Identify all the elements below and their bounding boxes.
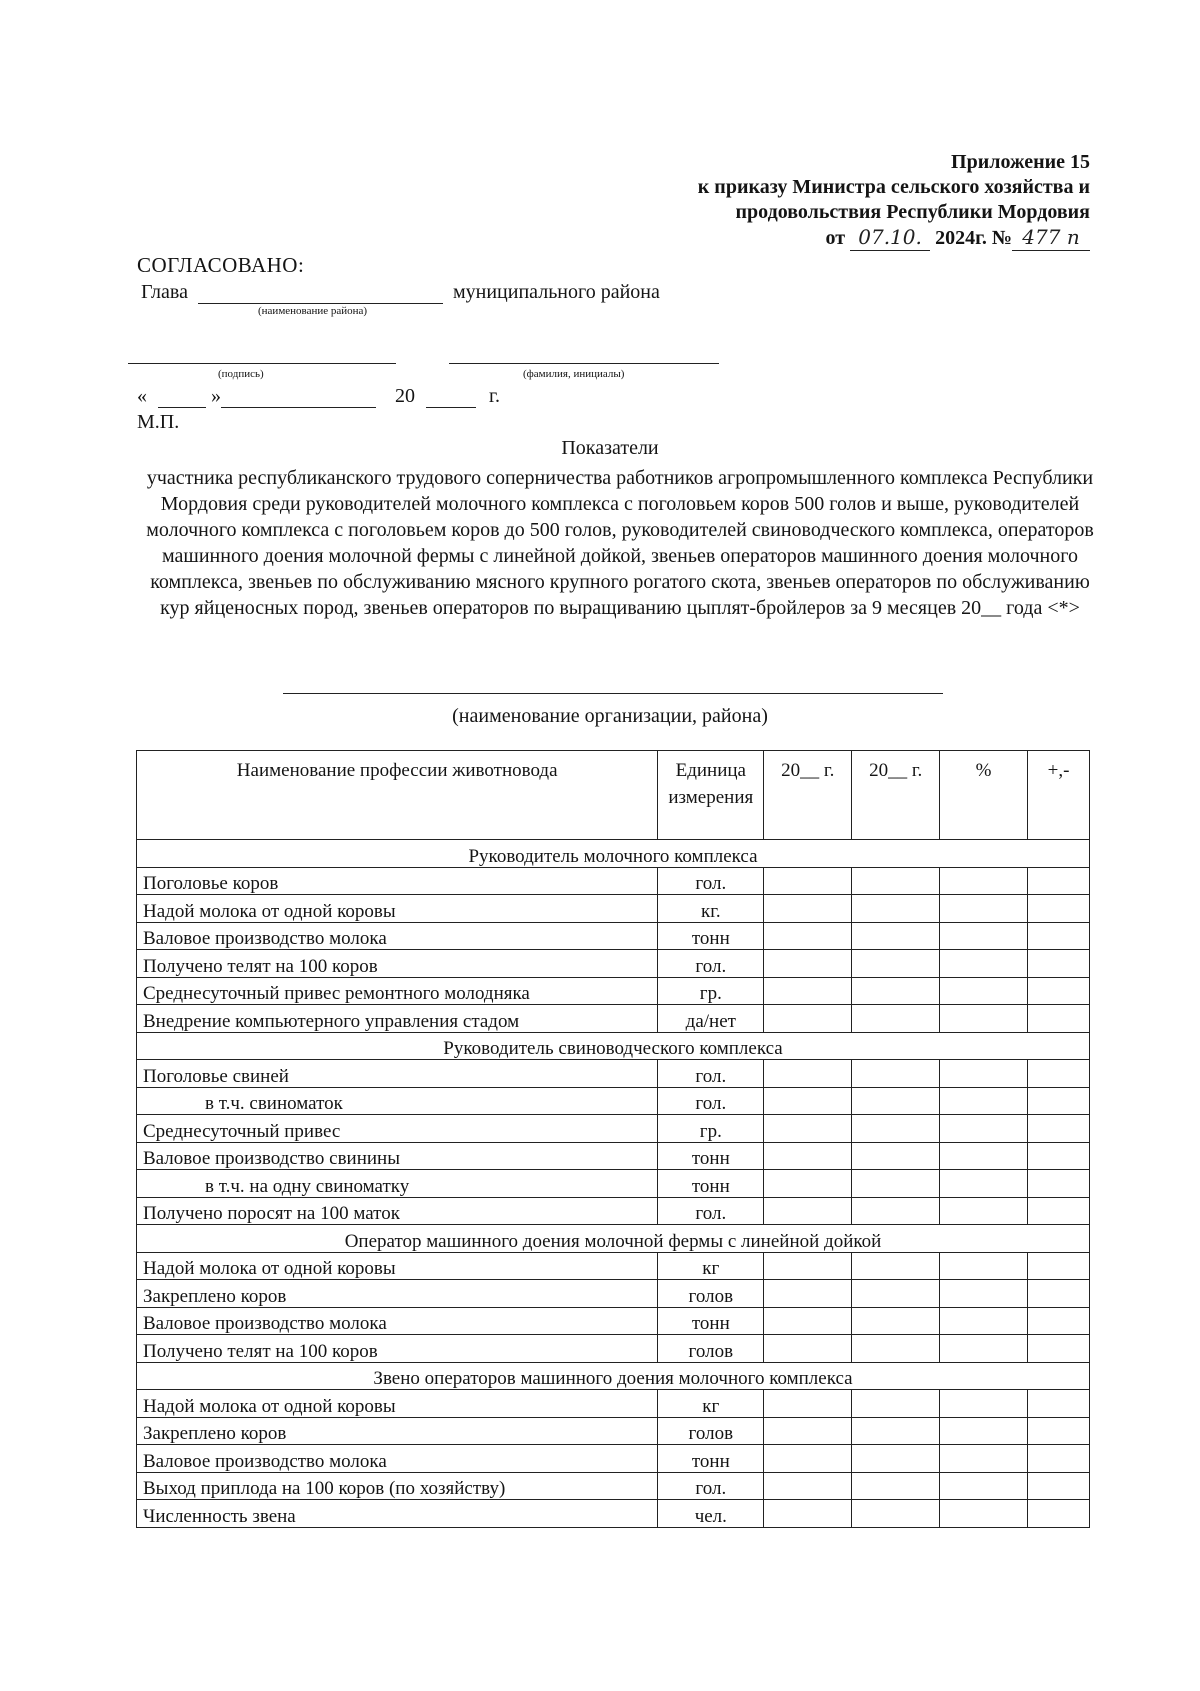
- value-percent-cell[interactable]: [940, 1390, 1028, 1418]
- date-prefix: от: [825, 227, 846, 249]
- quote-close: »: [211, 385, 221, 407]
- indicator-unit: голов: [658, 1335, 764, 1363]
- value-difference-cell[interactable]: [1028, 1197, 1090, 1225]
- value-difference-cell[interactable]: [1028, 1335, 1090, 1363]
- value-difference-cell[interactable]: [1028, 867, 1090, 895]
- signature-line: [128, 363, 396, 364]
- value-percent-cell[interactable]: [940, 950, 1028, 978]
- indicator-unit: гр.: [658, 977, 764, 1005]
- head-label: Глава: [141, 281, 188, 303]
- value-percent-cell[interactable]: [940, 1060, 1028, 1088]
- appendix-title: Приложение 15: [951, 151, 1090, 173]
- indicator-name: Численность звена: [137, 1500, 658, 1528]
- table-row: [137, 1060, 1090, 1088]
- appendix-date-line: [698, 225, 1090, 251]
- section-row: [137, 1032, 1090, 1060]
- value-year-1-cell[interactable]: [764, 1087, 852, 1115]
- value-difference-cell[interactable]: [1028, 1307, 1090, 1335]
- section-title: Руководитель молочного комплекса: [137, 840, 1090, 868]
- table-header-row: [137, 751, 1090, 840]
- table-row: [137, 1445, 1090, 1473]
- indicator-name: Надой молока от одной коровы: [137, 895, 658, 923]
- value-year-2-cell[interactable]: [852, 1197, 940, 1225]
- indicator-name: Закреплено коров: [137, 1280, 658, 1308]
- indicator-unit: тонн: [658, 1307, 764, 1335]
- table-row: [137, 1170, 1090, 1198]
- indicator-name: Валовое производство молока: [137, 1307, 658, 1335]
- value-year-2-cell[interactable]: [852, 1307, 940, 1335]
- value-year-1-cell[interactable]: [764, 1252, 852, 1280]
- value-year-2-cell[interactable]: [852, 1087, 940, 1115]
- value-year-1-cell[interactable]: [764, 977, 852, 1005]
- value-percent-cell[interactable]: [940, 1197, 1028, 1225]
- name-line: [449, 363, 719, 364]
- value-year-2-cell[interactable]: [852, 1280, 940, 1308]
- value-year-1-cell[interactable]: [764, 1417, 852, 1445]
- district-caption: (наименование района): [258, 305, 368, 317]
- value-difference-cell[interactable]: [1028, 1500, 1090, 1528]
- value-year-2-cell[interactable]: [852, 1252, 940, 1280]
- value-year-2-cell[interactable]: [852, 1115, 940, 1143]
- value-percent-cell[interactable]: [940, 1142, 1028, 1170]
- table-row: [137, 1500, 1090, 1528]
- value-year-2-cell[interactable]: [852, 1335, 940, 1363]
- table-row: [137, 1005, 1090, 1033]
- value-year-1-cell[interactable]: [764, 1390, 852, 1418]
- value-percent-cell[interactable]: [940, 1005, 1028, 1033]
- value-percent-cell[interactable]: [940, 1445, 1028, 1473]
- organization-line: [283, 693, 943, 694]
- indicators-table: [136, 750, 1090, 1528]
- table-row: [137, 977, 1090, 1005]
- year-blank: [426, 389, 476, 408]
- day-blank: [158, 389, 206, 408]
- organization-caption: (наименование организации, района): [452, 705, 768, 727]
- section-title: Звено операторов машинного доения молочного комплекса: [137, 1362, 1090, 1390]
- value-difference-cell[interactable]: [1028, 1280, 1090, 1308]
- value-year-1-cell[interactable]: [764, 867, 852, 895]
- table-row: [137, 922, 1090, 950]
- table-row: [137, 1335, 1090, 1363]
- header-unit: Единица измерения: [658, 751, 764, 840]
- value-percent-cell[interactable]: [940, 1280, 1028, 1308]
- value-year-2-cell[interactable]: [852, 950, 940, 978]
- table-row: [137, 1307, 1090, 1335]
- header-year-1: 20__ г.: [764, 751, 852, 840]
- approval-date-line: [137, 385, 500, 408]
- value-percent-cell[interactable]: [940, 895, 1028, 923]
- indicator-unit: кг: [658, 1252, 764, 1280]
- indicator-unit: тонн: [658, 922, 764, 950]
- value-difference-cell[interactable]: [1028, 977, 1090, 1005]
- table-row: [137, 1142, 1090, 1170]
- value-percent-cell[interactable]: [940, 1170, 1028, 1198]
- indicator-unit: да/нет: [658, 1005, 764, 1033]
- table-row: [137, 1390, 1090, 1418]
- section-title: Оператор машинного доения молочной фермы с линейной дойкой: [137, 1225, 1090, 1253]
- table-row: [137, 950, 1090, 978]
- indicator-name: Внедрение компьютерного управления стадом: [137, 1005, 658, 1033]
- appendix-ministry-line: продовольствия Республики Мордовия: [735, 201, 1090, 223]
- value-year-2-cell[interactable]: [852, 895, 940, 923]
- indicator-name: Среднесуточный привес ремонтного молодняка: [137, 977, 658, 1005]
- value-year-2-cell[interactable]: [852, 1445, 940, 1473]
- value-year-2-cell[interactable]: [852, 867, 940, 895]
- table-row: [137, 1115, 1090, 1143]
- value-year-2-cell[interactable]: [852, 1060, 940, 1088]
- table-row: [137, 867, 1090, 895]
- indicator-unit: гол.: [658, 1472, 764, 1500]
- value-year-1-cell[interactable]: [764, 1472, 852, 1500]
- agreed-label: СОГЛАСОВАНО:: [137, 253, 305, 277]
- value-year-2-cell[interactable]: [852, 1417, 940, 1445]
- indicator-unit: тонн: [658, 1170, 764, 1198]
- page-subtitle: участника республиканского трудового соперничества работников агропромышленного комплекса Республики Мордовия среди руководителей молочного комплекса с поголовьем коров 500 голов и выше, руководителей молочного комплекса с поголовьем коров до 500 голов, руководителей свиноводческого комплекса, операторов машинного доения молочной фермы с линейной дойкой, звеньев операторов машинного доения молочного комплекса, звеньев по обслуживанию мясного крупного рогатого скота, звеньев операторов по обслуживанию кур яйценосных пород, звеньев операторов по выращиванию цыплят-бройлеров за 9 месяцев 20__ года <*>: [146, 467, 1094, 619]
- indicator-unit: гол.: [658, 1197, 764, 1225]
- header-profession: Наименование профессии животновода: [137, 751, 658, 840]
- value-year-1-cell[interactable]: [764, 1060, 852, 1088]
- indicator-unit: гол.: [658, 1060, 764, 1088]
- value-year-1-cell[interactable]: [764, 922, 852, 950]
- value-percent-cell[interactable]: [940, 1087, 1028, 1115]
- indicator-name: Получено телят на 100 коров: [137, 950, 658, 978]
- indicator-name: Закреплено коров: [137, 1417, 658, 1445]
- stamp-place: М.П.: [137, 411, 180, 433]
- year-text: 2024г.: [935, 227, 987, 249]
- indicator-name: Поголовье коров: [137, 867, 658, 895]
- value-year-2-cell[interactable]: [852, 977, 940, 1005]
- district-blank: [198, 285, 443, 304]
- indicator-unit: тонн: [658, 1142, 764, 1170]
- value-difference-cell[interactable]: [1028, 1170, 1090, 1198]
- value-difference-cell[interactable]: [1028, 1005, 1090, 1033]
- value-year-1-cell[interactable]: [764, 1500, 852, 1528]
- value-year-2-cell[interactable]: [852, 1472, 940, 1500]
- section-row: [137, 1362, 1090, 1390]
- head-suffix: муниципального района: [452, 281, 660, 303]
- indicator-unit: голов: [658, 1417, 764, 1445]
- value-difference-cell[interactable]: [1028, 1390, 1090, 1418]
- value-percent-cell[interactable]: [940, 1335, 1028, 1363]
- indicator-name: в т.ч. свиноматок: [137, 1087, 658, 1115]
- indicator-name: Валовое производство молока: [137, 922, 658, 950]
- value-percent-cell[interactable]: [940, 922, 1028, 950]
- handwritten-number: 477 п: [1012, 225, 1090, 251]
- indicator-name: Выход приплода на 100 коров (по хозяйству): [137, 1472, 658, 1500]
- value-year-1-cell[interactable]: [764, 950, 852, 978]
- year-prefix: 20: [395, 385, 415, 407]
- header-difference: +,-: [1028, 751, 1090, 840]
- value-difference-cell[interactable]: [1028, 895, 1090, 923]
- value-year-2-cell[interactable]: [852, 1142, 940, 1170]
- table-row: [137, 1252, 1090, 1280]
- value-difference-cell[interactable]: [1028, 1060, 1090, 1088]
- value-percent-cell[interactable]: [940, 1500, 1028, 1528]
- indicator-unit: гол.: [658, 1087, 764, 1115]
- value-difference-cell[interactable]: [1028, 1472, 1090, 1500]
- value-year-1-cell[interactable]: [764, 1142, 852, 1170]
- month-blank: [221, 389, 376, 408]
- number-label: №: [991, 227, 1012, 249]
- table-row: [137, 1417, 1090, 1445]
- indicator-name: Валовое производство свинины: [137, 1142, 658, 1170]
- year-suffix: г.: [489, 385, 500, 407]
- page-title: Показатели: [561, 437, 659, 459]
- table-row: [137, 1087, 1090, 1115]
- header-year-2: 20__ г.: [852, 751, 940, 840]
- handwritten-date: 07.10.: [850, 225, 930, 251]
- value-year-1-cell[interactable]: [764, 1280, 852, 1308]
- indicator-unit: чел.: [658, 1500, 764, 1528]
- signature-caption: (подпись): [218, 368, 264, 380]
- value-year-1-cell[interactable]: [764, 1307, 852, 1335]
- value-difference-cell[interactable]: [1028, 1115, 1090, 1143]
- section-row: [137, 1225, 1090, 1253]
- value-difference-cell[interactable]: [1028, 950, 1090, 978]
- indicator-name: Надой молока от одной коровы: [137, 1390, 658, 1418]
- value-difference-cell[interactable]: [1028, 1142, 1090, 1170]
- indicator-unit: гол.: [658, 950, 764, 978]
- table-row: [137, 1472, 1090, 1500]
- indicator-name: Среднесуточный привес: [137, 1115, 658, 1143]
- indicator-name: Валовое производство молока: [137, 1445, 658, 1473]
- value-percent-cell[interactable]: [940, 1417, 1028, 1445]
- indicator-name: Получено поросят на 100 маток: [137, 1197, 658, 1225]
- value-difference-cell[interactable]: [1028, 1417, 1090, 1445]
- indicator-unit: гр.: [658, 1115, 764, 1143]
- value-difference-cell[interactable]: [1028, 1252, 1090, 1280]
- indicator-unit: гол.: [658, 867, 764, 895]
- value-year-1-cell[interactable]: [764, 1170, 852, 1198]
- indicator-name: Поголовье свиней: [137, 1060, 658, 1088]
- indicator-name: Получено телят на 100 коров: [137, 1335, 658, 1363]
- value-difference-cell[interactable]: [1028, 922, 1090, 950]
- indicator-unit: тонн: [658, 1445, 764, 1473]
- value-difference-cell[interactable]: [1028, 1445, 1090, 1473]
- indicators-table-body: [137, 751, 1090, 1528]
- value-year-1-cell[interactable]: [764, 1335, 852, 1363]
- section-title: Руководитель свиноводческого комплекса: [137, 1032, 1090, 1060]
- value-percent-cell[interactable]: [940, 1472, 1028, 1500]
- value-percent-cell[interactable]: [940, 867, 1028, 895]
- value-percent-cell[interactable]: [940, 1252, 1028, 1280]
- value-year-2-cell[interactable]: [852, 1390, 940, 1418]
- indicator-unit: голов: [658, 1280, 764, 1308]
- value-year-2-cell[interactable]: [852, 1500, 940, 1528]
- table-row: [137, 1197, 1090, 1225]
- value-year-2-cell[interactable]: [852, 1170, 940, 1198]
- value-year-2-cell[interactable]: [852, 922, 940, 950]
- indicator-unit: кг.: [658, 895, 764, 923]
- value-percent-cell[interactable]: [940, 1115, 1028, 1143]
- value-year-1-cell[interactable]: [764, 1197, 852, 1225]
- name-caption: (фамилия, инициалы): [523, 368, 625, 380]
- value-percent-cell[interactable]: [940, 977, 1028, 1005]
- value-difference-cell[interactable]: [1028, 1087, 1090, 1115]
- value-year-2-cell[interactable]: [852, 1005, 940, 1033]
- head-line: [141, 281, 660, 304]
- appendix-header: [698, 150, 1090, 251]
- appendix-order-line: к приказу Министра сельского хозяйства и: [697, 176, 1090, 198]
- quote-open: «: [137, 385, 147, 407]
- value-percent-cell[interactable]: [940, 1307, 1028, 1335]
- indicator-name: Надой молока от одной коровы: [137, 1252, 658, 1280]
- table-row: [137, 895, 1090, 923]
- value-year-1-cell[interactable]: [764, 1005, 852, 1033]
- section-row: [137, 840, 1090, 868]
- value-year-1-cell[interactable]: [764, 1115, 852, 1143]
- header-percent: %: [940, 751, 1028, 840]
- value-year-1-cell[interactable]: [764, 895, 852, 923]
- table-row: [137, 1280, 1090, 1308]
- indicator-unit: кг: [658, 1390, 764, 1418]
- indicator-name: в т.ч. на одну свиноматку: [137, 1170, 658, 1198]
- value-year-1-cell[interactable]: [764, 1445, 852, 1473]
